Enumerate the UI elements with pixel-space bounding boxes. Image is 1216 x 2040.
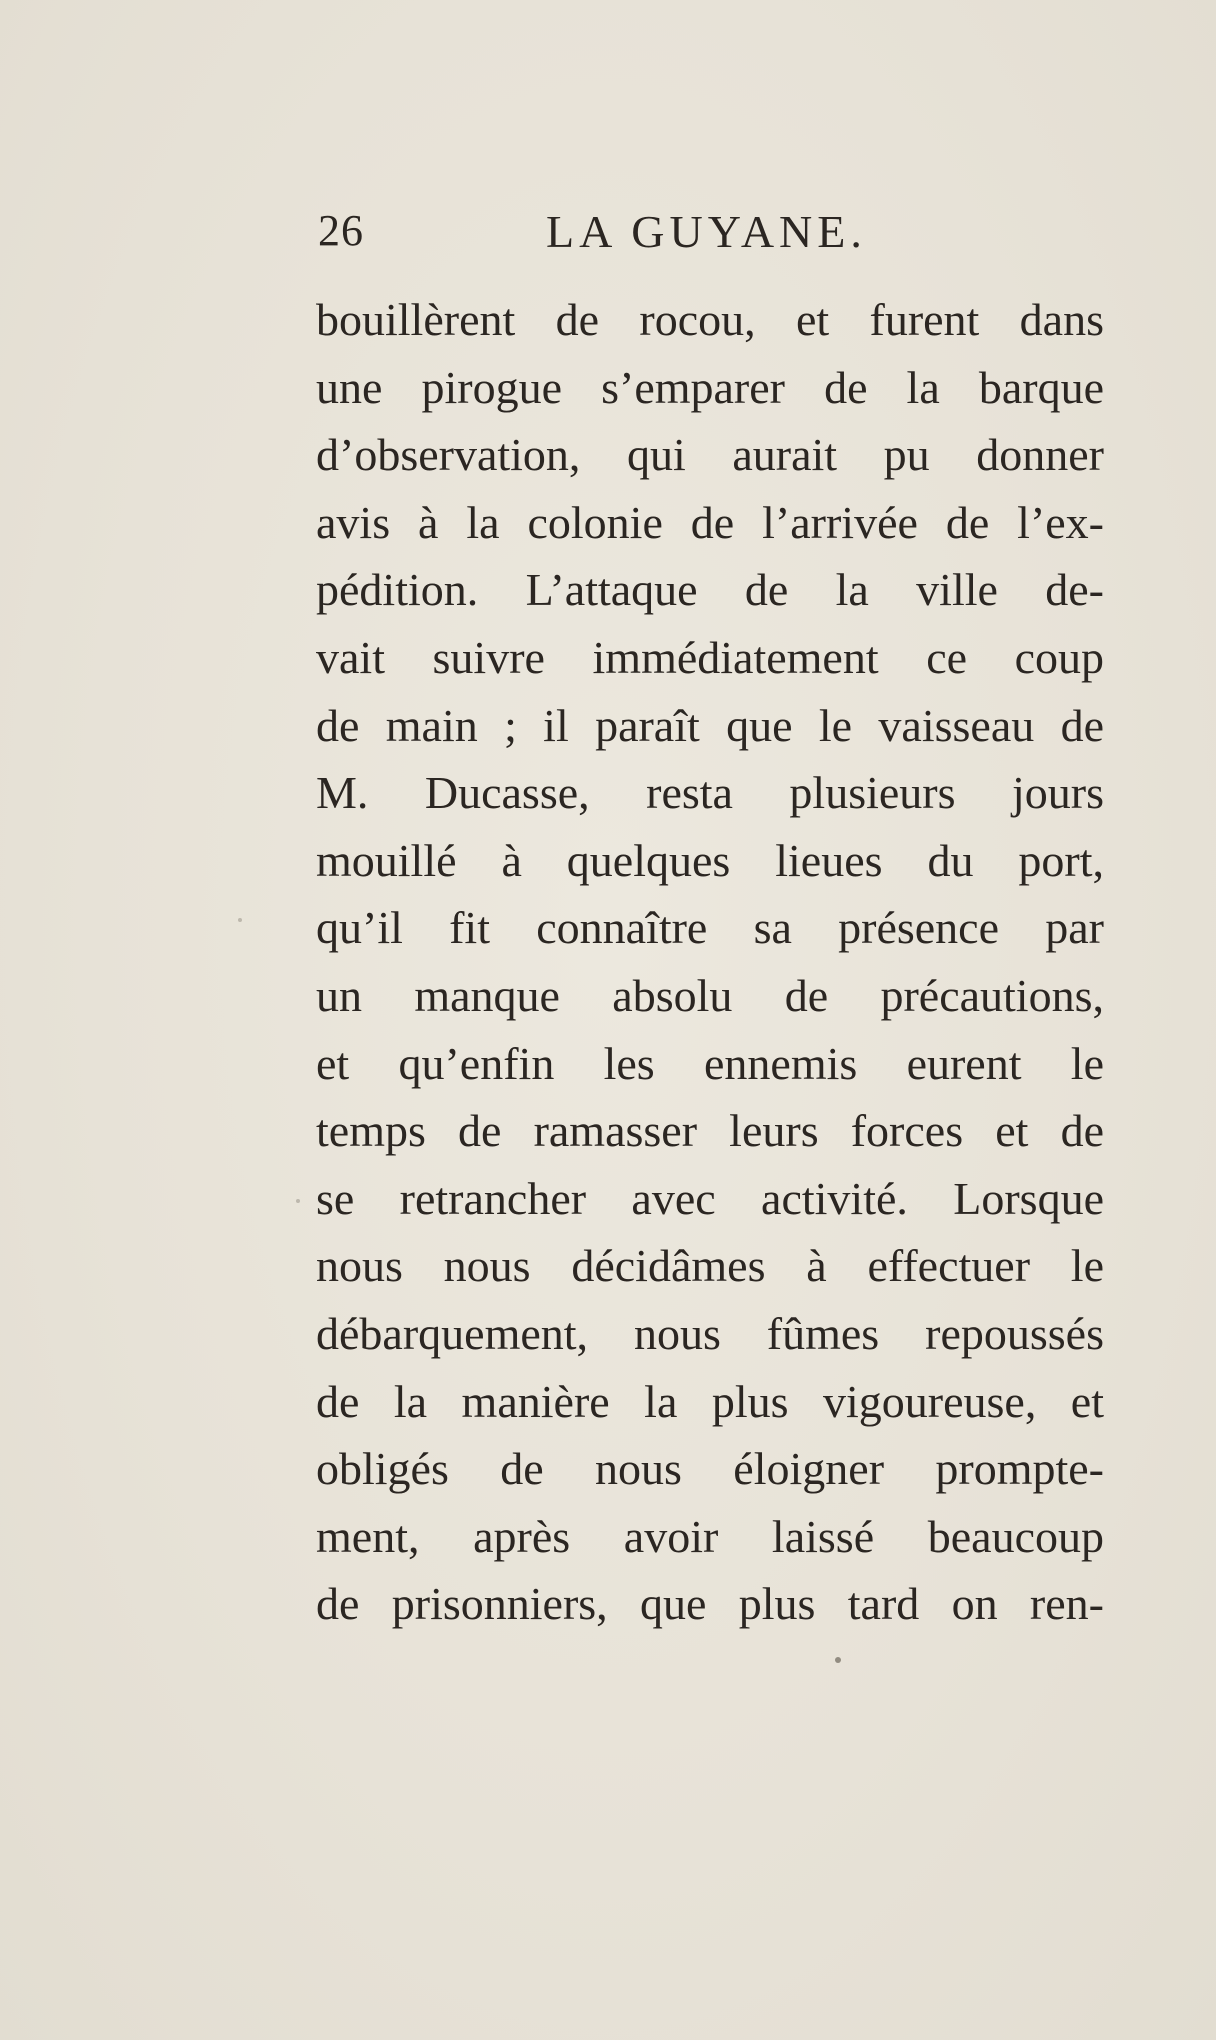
text-line: ment, après avoir laissé beaucoup bbox=[316, 1510, 1104, 1562]
paper-speck bbox=[296, 1199, 300, 1203]
body-text bbox=[316, 286, 1104, 1638]
text-line: qu’il fit connaître sa présence par bbox=[316, 902, 1104, 954]
text-line: une pirogue s’emparer de la barque bbox=[316, 361, 1104, 413]
running-title: LA GUYANE. bbox=[546, 206, 867, 257]
text-line: M. Ducasse, resta plusieurs jours bbox=[316, 767, 1104, 819]
text-line: obligés de nous éloigner prompte- bbox=[316, 1443, 1104, 1495]
text-line: d’observation, qui aurait pu donner bbox=[316, 429, 1104, 481]
text-line: vait suivre immédiatement ce coup bbox=[316, 631, 1104, 683]
paper-speck bbox=[238, 918, 242, 922]
text-line: se retrancher avec activité. Lorsque bbox=[316, 1172, 1104, 1224]
paper-speck bbox=[835, 1657, 841, 1663]
text-line: nous nous décidâmes à effectuer le bbox=[316, 1240, 1104, 1292]
text-line: débarquement, nous fûmes repoussés bbox=[316, 1307, 1104, 1359]
text-line: un manque absolu de précautions, bbox=[316, 969, 1104, 1021]
text-line: temps de ramasser leurs forces et de bbox=[316, 1105, 1104, 1157]
text-line: bouillèrent de rocou, et furent dans bbox=[316, 294, 1104, 345]
text-line: et qu’enfin les ennemis eurent le bbox=[316, 1037, 1104, 1089]
page-number: 26 bbox=[318, 206, 364, 255]
text-line: de prisonniers, que plus tard on ren- bbox=[316, 1578, 1104, 1630]
text-line: de main ; il paraît que le vaisseau de bbox=[316, 699, 1104, 751]
text-line: pédition. L’attaque de la ville de- bbox=[316, 564, 1104, 616]
text-line: mouillé à quelques lieues du port, bbox=[316, 834, 1104, 886]
page-header bbox=[318, 205, 872, 265]
text-line: de la manière la plus vigoureuse, et bbox=[316, 1375, 1104, 1427]
text-line: avis à la colonie de l’arrivée de l’ex- bbox=[316, 496, 1104, 548]
